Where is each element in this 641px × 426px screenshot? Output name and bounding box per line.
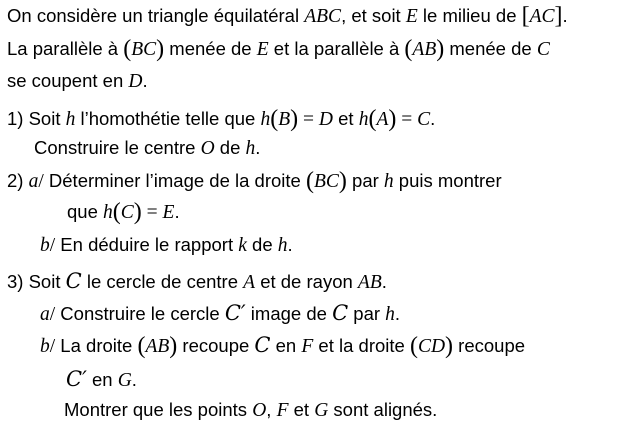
math-operator: / [49, 304, 56, 325]
text-line [67, 200, 180, 224]
math-symbol: a [28, 171, 39, 192]
math-symbol: A [376, 109, 389, 130]
text-run: que [67, 201, 104, 222]
text-run: menée de [164, 38, 257, 59]
circle-symbol: C [65, 269, 82, 293]
text-run: En déduire le rapport [55, 234, 239, 255]
math-symbol: F [276, 400, 289, 421]
math-bracket: ( [404, 36, 413, 62]
math-symbol: CD [417, 336, 446, 357]
text-run: le milieu de [417, 5, 522, 26]
math-bracket: ) [436, 36, 445, 62]
math-operator: / [49, 336, 56, 357]
text-run: , et soit [341, 5, 406, 26]
math-symbol: h [277, 235, 288, 256]
text-run: de [246, 234, 278, 255]
text-run: La droite [55, 335, 138, 356]
text-run: . [131, 369, 137, 390]
text-run: On considère un triangle équilatéral [7, 5, 305, 26]
circle-symbol: C [254, 333, 271, 357]
math-operator: = [396, 109, 418, 130]
text-run: et la parallèle à [268, 38, 405, 59]
math-symbol: b [40, 235, 50, 256]
math-bracket: ( [123, 36, 132, 62]
math-symbol: k [238, 235, 247, 256]
text-run: , [266, 399, 277, 420]
text-run: . [255, 137, 261, 158]
text-run: Construire le cercle [55, 303, 225, 324]
text-line [40, 234, 293, 257]
text-run: . [287, 234, 293, 255]
math-symbol: h [358, 109, 369, 130]
text-line [7, 4, 568, 28]
text-line [34, 137, 260, 160]
math-symbol: AB [357, 272, 382, 293]
math-symbol: BC [313, 171, 339, 192]
math-symbol: O [200, 138, 215, 159]
math-symbol: a [40, 304, 50, 325]
text-line [64, 399, 437, 422]
math-bracket: ) [133, 199, 142, 225]
text-line [7, 37, 550, 61]
text-run: recoupe [177, 335, 255, 356]
circle-symbol: C′ [224, 301, 246, 325]
text-run: par [346, 170, 384, 191]
math-bracket: ( [409, 333, 418, 359]
math-symbol: h [103, 202, 113, 223]
text-line [7, 70, 148, 93]
text-run: Construire le centre [34, 137, 201, 158]
math-symbol: C [536, 39, 550, 60]
math-bracket: ) [338, 168, 347, 194]
math-symbol: D [128, 71, 143, 92]
text-run: sont alignés. [328, 399, 438, 420]
text-line [7, 107, 435, 131]
math-symbol: F [301, 336, 314, 357]
math-bracket: ( [112, 199, 121, 225]
math-symbol: G [314, 400, 329, 421]
text-run: . [142, 70, 148, 91]
math-symbol: h [65, 109, 76, 130]
math-symbol: E [405, 6, 418, 27]
math-symbol: h [260, 109, 271, 130]
math-symbol: ABC [304, 6, 342, 27]
math-bracket: ( [270, 106, 279, 132]
text-run: . [381, 271, 387, 292]
text-run: le cercle de centre [81, 271, 244, 292]
text-run: l’homothétie telle que [75, 108, 261, 129]
math-symbol: b [40, 336, 50, 357]
text-run: et [333, 108, 359, 129]
text-line [7, 270, 387, 294]
math-symbol: B [278, 109, 291, 130]
text-run: de [214, 137, 246, 158]
math-bracket: ( [368, 106, 377, 132]
math-symbol: D [318, 109, 333, 130]
text-run: . [430, 108, 436, 129]
text-run: 3) Soit [7, 271, 66, 292]
text-run: en [270, 335, 302, 356]
circle-symbol: C [332, 301, 349, 325]
text-run: 1) Soit [7, 108, 66, 129]
math-operator: / [38, 171, 44, 192]
text-run: . [174, 201, 180, 222]
math-bracket: ( [137, 333, 146, 359]
math-symbol: h [383, 171, 394, 192]
math-symbol: BC [131, 39, 157, 60]
text-run: . [394, 303, 401, 324]
text-run: . [562, 5, 568, 26]
text-run: puis montrer [393, 170, 502, 191]
math-symbol: h [245, 138, 256, 159]
text-run: se coupent en [7, 70, 129, 91]
math-bracket: [ [521, 3, 530, 29]
math-symbol: A [243, 272, 256, 293]
math-symbol: E [256, 39, 269, 60]
math-bracket: ) [388, 106, 397, 132]
math-bracket: ) [169, 333, 178, 359]
math-operator: = [141, 202, 163, 223]
math-bracket: ] [554, 3, 563, 29]
math-symbol: G [117, 370, 132, 391]
math-symbol: AB [412, 39, 437, 60]
text-run: image de [245, 303, 333, 324]
math-operator: / [49, 235, 56, 256]
math-symbol: C [417, 109, 431, 130]
text-run: par [348, 303, 386, 324]
circle-symbol: C′ [66, 367, 87, 391]
math-symbol: O [252, 400, 267, 421]
math-operator: = [298, 109, 319, 130]
math-symbol: AB [145, 336, 170, 357]
math-bracket: ( [305, 168, 314, 194]
math-symbol: AC [529, 6, 555, 27]
math-symbol: E [162, 202, 175, 223]
text-run: et de rayon [255, 271, 358, 292]
text-run: en [86, 369, 118, 390]
math-symbol: C [120, 202, 134, 223]
text-run: et [288, 399, 315, 420]
math-bracket: ) [156, 36, 165, 62]
text-run: 2) [7, 170, 29, 191]
text-run: recoupe [453, 335, 526, 356]
text-line [40, 334, 525, 358]
text-line [7, 169, 502, 193]
text-run: menée de [444, 38, 537, 59]
text-run: et la droite [313, 335, 410, 356]
text-line [40, 302, 400, 326]
math-bracket: ) [445, 333, 454, 359]
text-line [66, 368, 137, 392]
math-symbol: h [385, 304, 395, 325]
text-run: Déterminer l’image de la droite [43, 170, 306, 191]
text-run: La parallèle à [7, 38, 124, 59]
text-run: Montrer que les points [64, 399, 253, 420]
math-bracket: ) [290, 106, 299, 132]
